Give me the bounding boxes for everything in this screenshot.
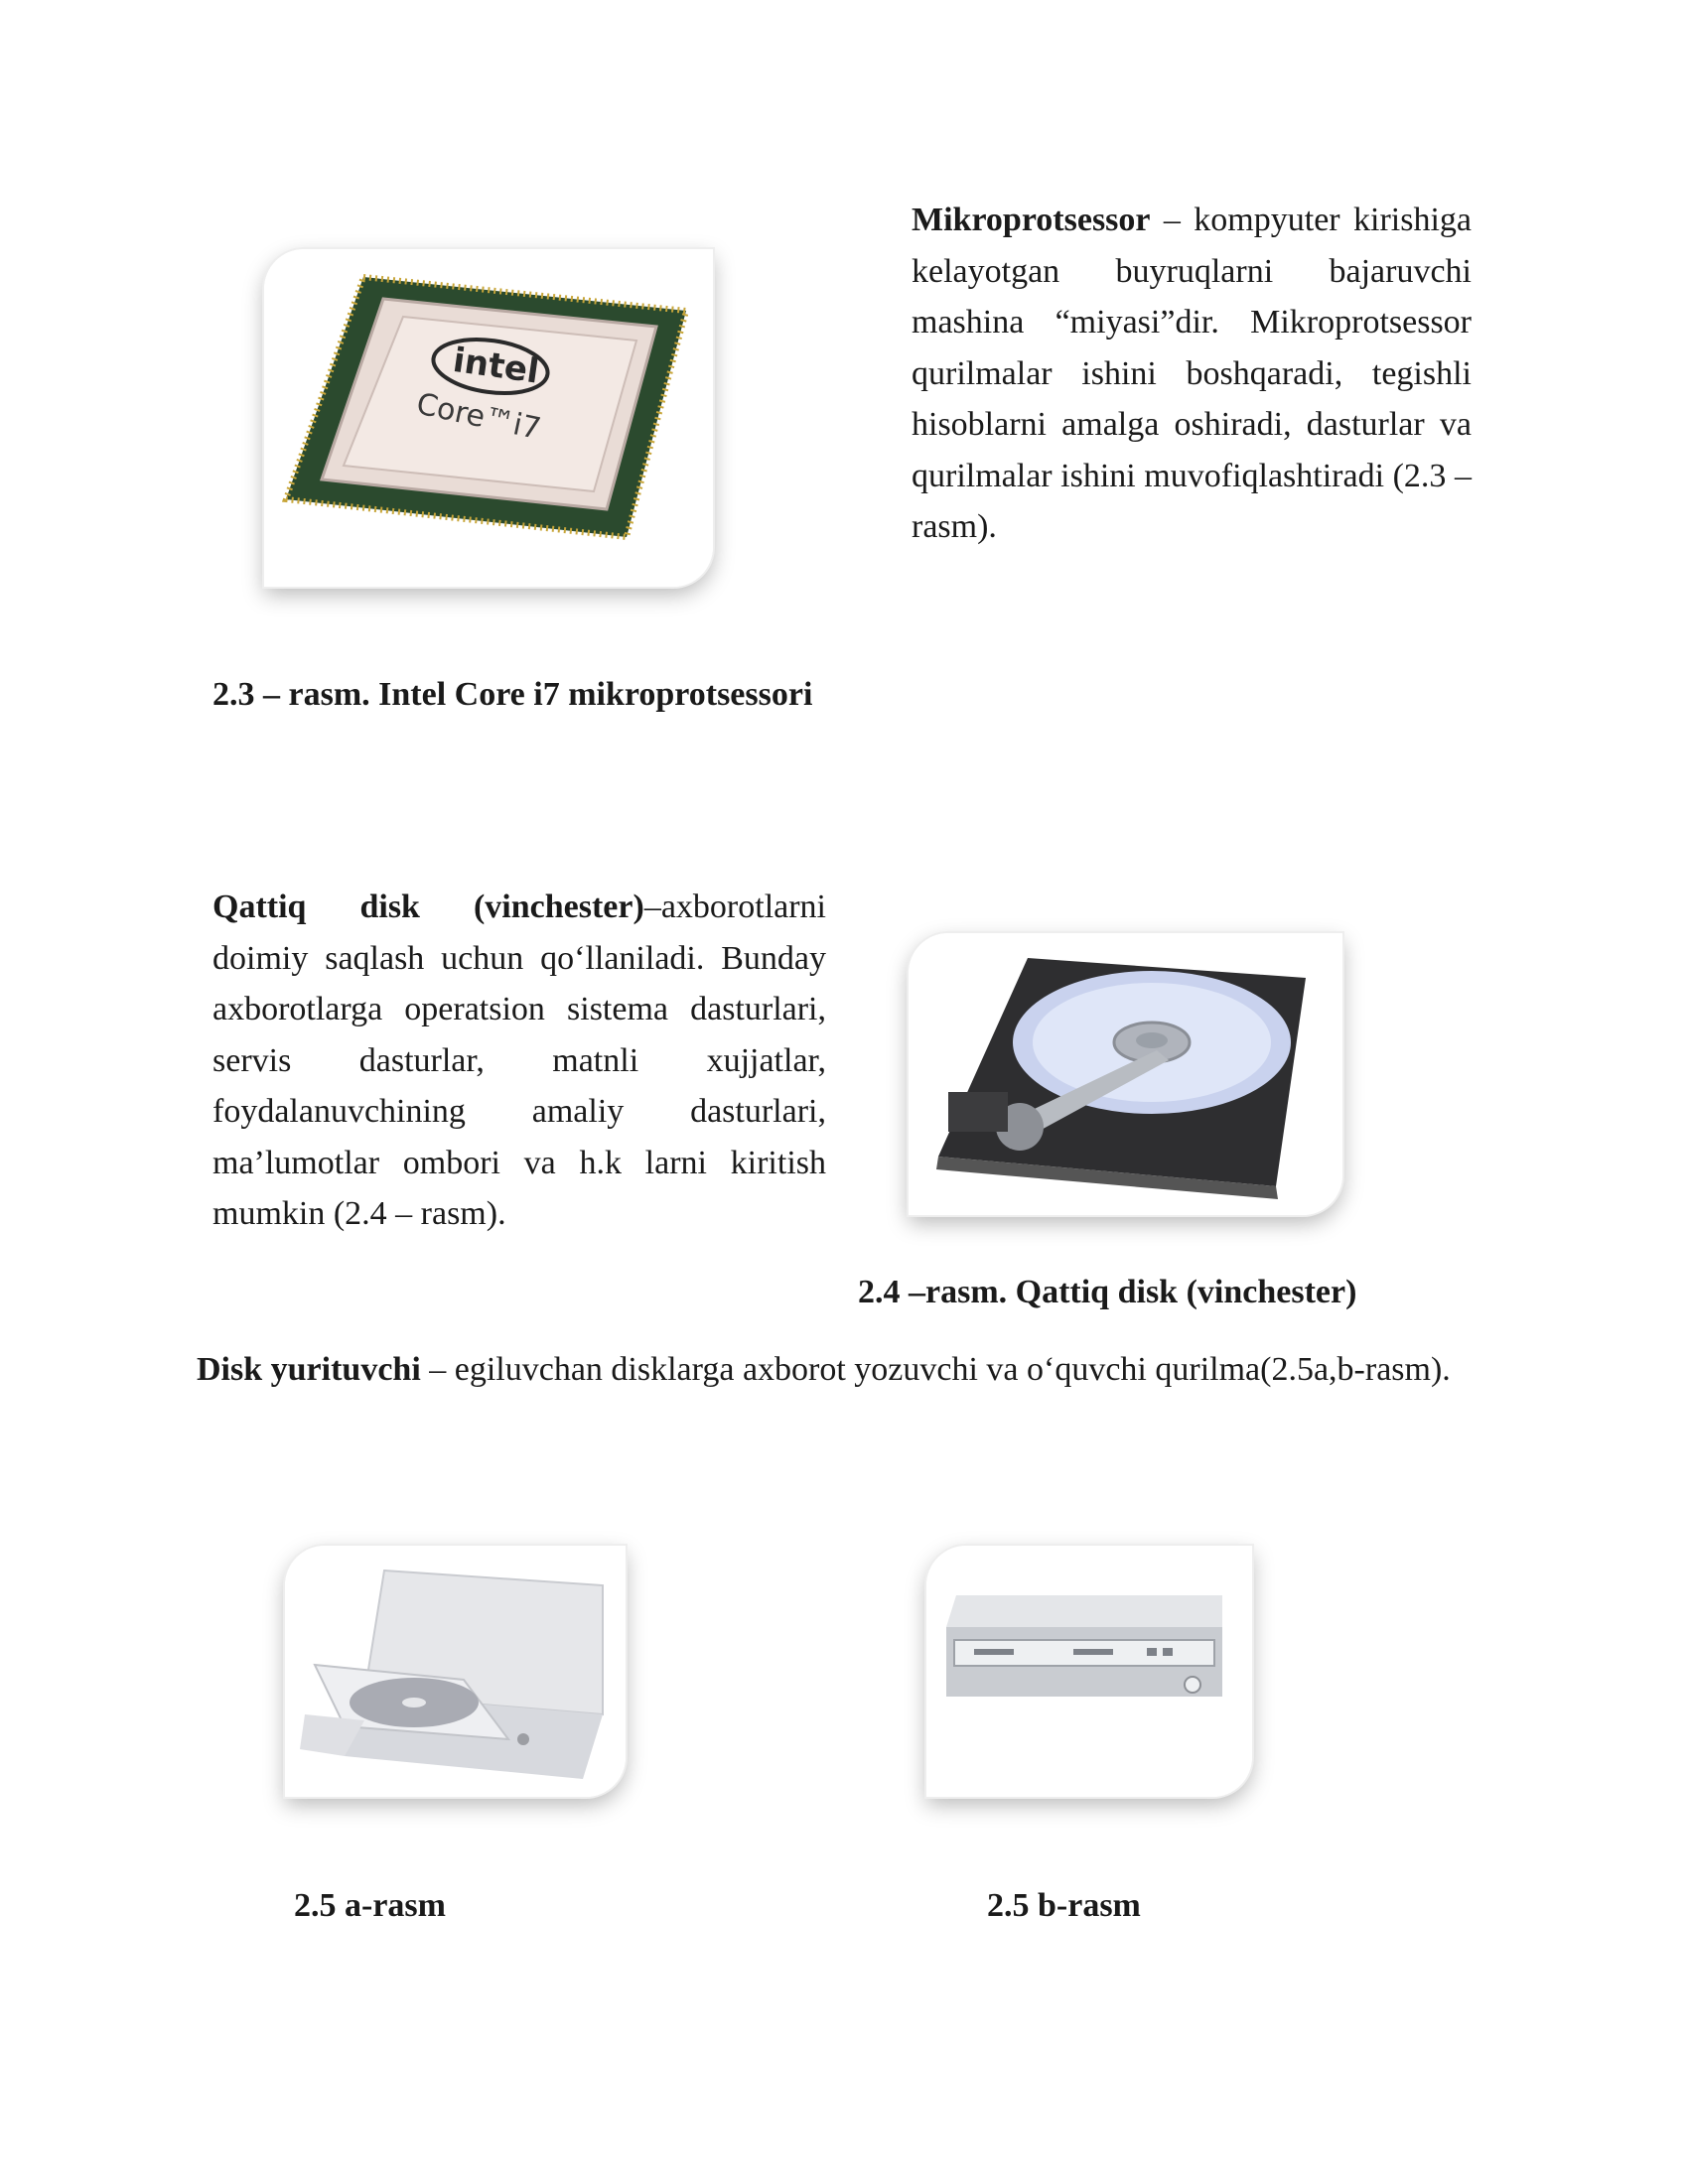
drive-body: – egiluvchan disklarga axborot yozuvchi va o‘quvchi qurilma(2.5a,b-rasm). [420, 1351, 1451, 1388]
hdd-caption: 2.4 –rasm. Qattiq disk (vinchester) [858, 1274, 1357, 1310]
drive-a-image-frame [285, 1546, 626, 1797]
cpu-term: Mikroprotsessor [912, 202, 1151, 238]
cpu-paragraph [912, 195, 1472, 553]
lg-cd-drive-icon [285, 1546, 626, 1797]
cpu-chip-icon [264, 249, 713, 587]
drive-a-caption: 2.5 a-rasm [294, 1887, 446, 1924]
chip-brand-text: intel [450, 340, 542, 392]
hard-disk-icon [909, 933, 1342, 1215]
cpu-body: – kompyuter kirishiga kelayotgan buyruqlarni bajaruvchi mashina “miyasi”dir. Mikroprotsessor qurilmalar ishini boshqaradi, tegishli hisoblarni amalga oshiradi, dasturlar va qurilmalar ishini muvofiqlashtiradi (2.3 – rasm). [912, 202, 1472, 545]
hdd-paragraph [212, 882, 826, 1240]
cpu-image-frame [264, 249, 713, 587]
drive-b-caption: 2.5 b-rasm [987, 1887, 1141, 1924]
hdd-term: Qattiq disk (vinchester) [212, 888, 644, 925]
chip-model-text: Core™i7 [413, 386, 544, 448]
drive-b-image-frame [926, 1546, 1252, 1797]
drive-paragraph [197, 1344, 1485, 1396]
drive-term: Disk yurituvchi [197, 1351, 421, 1388]
samsung-dvd-drive-icon [926, 1546, 1252, 1797]
cpu-caption: 2.3 – rasm. Intel Core i7 mikroprotsessori [212, 676, 813, 713]
hdd-body: –axborotlarni doimiy saqlash uchun qo‘llaniladi. Bunday axborotlarga operatsion sistema dasturlari, servis dasturlar, matnli xujjatlar, foydalanuvchining amaliy dasturlari, ma’lumotlar ombori va h.k larni kiritish mumkin (2.4 – rasm). [212, 888, 826, 1232]
hdd-image-frame [909, 933, 1342, 1215]
